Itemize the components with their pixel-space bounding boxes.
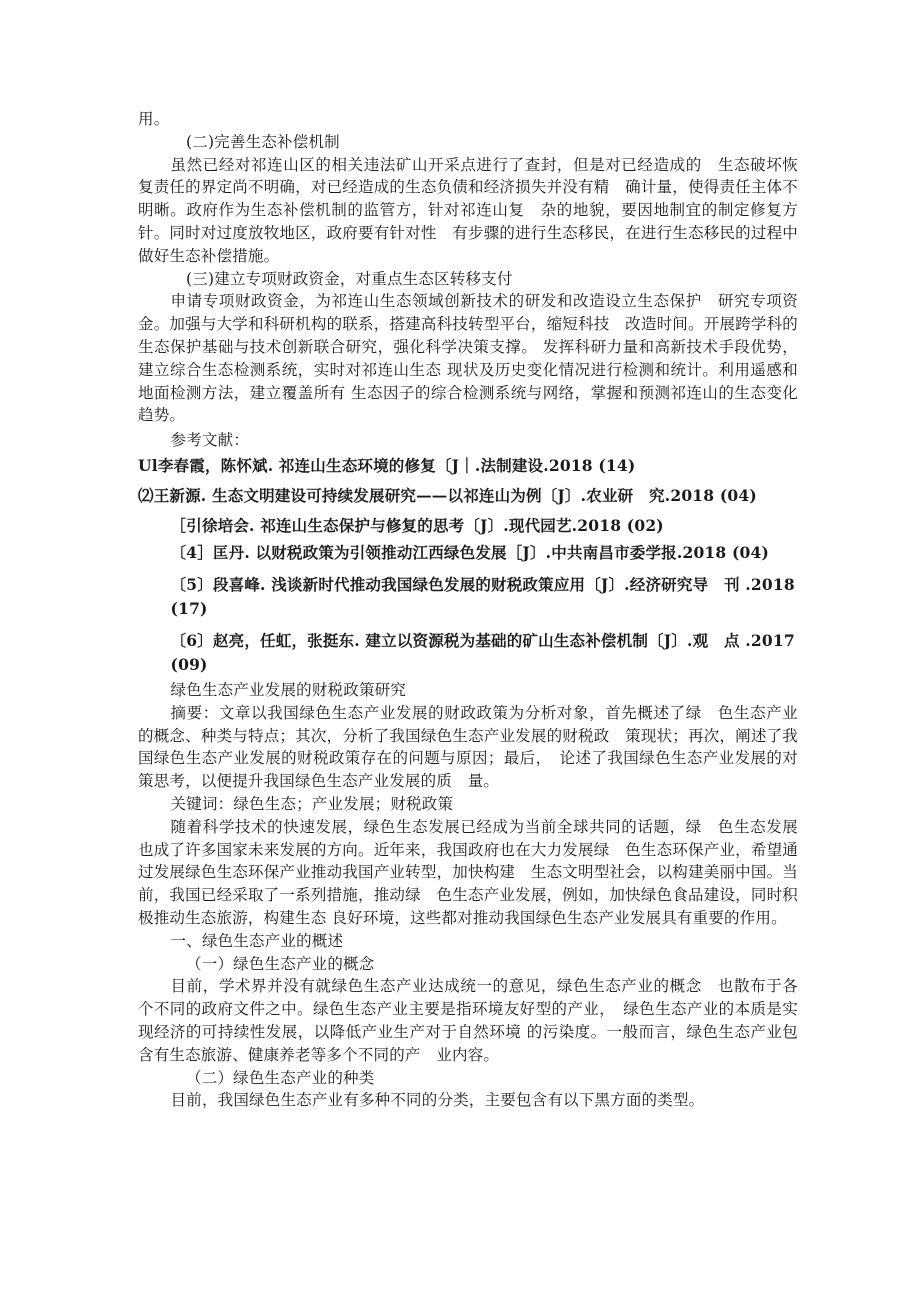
- reference-number: ⑵: [138, 485, 154, 505]
- reference-text: 段喜峰. 浅谈新时代推动我国绿色发展的财税政策应用: [212, 574, 586, 594]
- reference-item: [138, 454, 798, 478]
- reference-list: [138, 454, 798, 677]
- reference-tag: 〔J〕.: [541, 485, 587, 505]
- abstract: 摘要：文章以我国绿色生态产业发展的财政政策为分析对象，首先概述了绿 色生态产业的概念、种类与特点；其次，分析了我国绿色生态产业发展的财税政 策现状；再次，阐述了我国绿色生态产业发展的财税政策存在的问题与原因；最后， 论述了我国绿色生态产业发展的对策思考，以便提升我国绿色生态产业发展的质 量。: [138, 703, 798, 791]
- fragment-text: 用。: [138, 110, 170, 128]
- part-1-2-heading: （二）绿色生态产业的种类: [186, 1068, 375, 1087]
- reference-text: 引徐培会. 祁连山生态保护与修复的思考: [186, 515, 465, 535]
- reference-number: 〔6〕: [170, 630, 213, 650]
- reference-tag: 〔J〕.: [585, 574, 630, 594]
- reference-item: [138, 573, 798, 621]
- part-1-1-body: 目前，学术界并没有就绿色生态产业达成统一的意见，绿色生态产业的概念 也散布于各个不同的政府文件之中。绿色生态产业主要是指环境友好型的产业， 绿色生态产业的本质是实现经济的可持续性发展，以降低产业生产对于自然环境 的污染度。一般而言，绿色生态产业包含有生态旅游、健康养老等多个不同的产 业内容。: [138, 977, 798, 1064]
- section-3-heading: (三)建立专项财政资金，对重点生态区转移支付: [186, 269, 513, 288]
- reference-item: [138, 484, 798, 508]
- reference-tag: 〔J｜.: [435, 455, 481, 475]
- reference-text: 李春霞，陈怀斌. 祁连山生态环境的修复: [157, 455, 436, 475]
- section-2-heading: (二)完善生态补偿机制: [186, 132, 340, 151]
- reference-source: 现代园艺.2018 (02): [508, 515, 664, 535]
- article-title: 绿色生态产业发展的财税政策研究: [170, 680, 407, 699]
- references-label: 参考文献：: [170, 431, 250, 450]
- reference-tag: 〔J〕.: [648, 630, 693, 650]
- reference-text: 王新源. 生态文明建设可持续发展研究——以祁连山为例: [153, 485, 542, 505]
- reference-tag: 〔J〕.: [464, 515, 509, 535]
- document-page: [138, 108, 798, 1112]
- part-1-heading: 一、绿色生态产业的概述: [170, 931, 344, 950]
- reference-tag: ［J〕.: [506, 542, 552, 562]
- reference-source: 农业研 究.2018 (04): [586, 485, 757, 505]
- reference-source: 法制建设.2018 (14): [480, 455, 636, 475]
- part-1-2-body: 目前，我国绿色生态产业有多种不同的分类，主要包含有以下黑方面的类型。: [170, 1091, 705, 1110]
- reference-source: 观 点 .2017 (09): [170, 630, 795, 674]
- section-3-body: 申请专项财政资金，为祁连山生态领域创新技术的研发和改造设立生态保护 研究专项资金。加强与大学和科研机构的联系，搭建高科技转型平台，缩短科技 改造时间。开展跨学科的生态保护基础与技术创新联合研究，强化科学决策支撑。 发挥科研力量和高新技术手段优势，建立综合生态检测系统，实时对祁连山生态 现状及历史变化情况进行检测和统计。利用遥感和地面检测方法，建立覆盖所有 生态因子的综合检测系统与网络，掌握和预测祁连山的生态变化趋势。: [138, 292, 798, 425]
- reference-text: 匡丹. 以财税政策为引领推动江西绿色发展: [212, 542, 507, 562]
- reference-number: Ul: [138, 455, 158, 475]
- reference-item: [138, 629, 798, 677]
- section-2-body: 虽然已经对祁连山区的相关违法矿山开采点进行了查封，但是对已经造成的 生态破坏恢复责任的界定尚不明确，对已经造成的生态负债和经济损失并没有精 确计量，使得责任主体不明晰。政府作为生态补偿机制的监管方，针对祁连山复 杂的地貌，要因地制宜的制定修复方针。同时对过度放牧地区，政府要有针对性 有步骤的进行生态移民，在进行生态移民的过程中做好生态补偿措施。: [138, 155, 798, 265]
- reference-source: 经济研究导 刊 .2018 (17): [170, 574, 795, 618]
- reference-number: ［: [170, 515, 187, 535]
- reference-item: [138, 514, 798, 538]
- keywords: 关键词：绿色生态；产业发展；财税政策: [170, 794, 454, 813]
- reference-number: 〔5〕: [170, 574, 213, 594]
- reference-number: 〔4］: [170, 542, 213, 562]
- part-1-1-heading: （一）绿色生态产业的概念: [186, 954, 375, 973]
- reference-source: 中共南昌市委学报.2018 (04): [551, 542, 770, 562]
- reference-text: 赵亮，任虹，张挺东. 建立以资源税为基础的矿山生态补偿机制: [212, 630, 649, 650]
- intro-paragraph: 随着科学技术的快速发展，绿色生态发展已经成为当前全球共同的话题，绿 色生态发展也成了许多国家未来发展的方向。近年来，我国政府也在大力发展绿 色生态环保产业，希望通过发展绿色生态环保产业推动我国产业转型，加快构建 生态文明型社会，以构建美丽中国。当前，我国已经采取了一系列措施，推动绿 色生态产业发展，例如，加快绿色食品建设，同时积极推动生态旅游，构建生态 良好环境，这些都对推动我国绿色生态产业发展具有重要的作用。: [138, 817, 798, 927]
- reference-item: [138, 541, 798, 565]
